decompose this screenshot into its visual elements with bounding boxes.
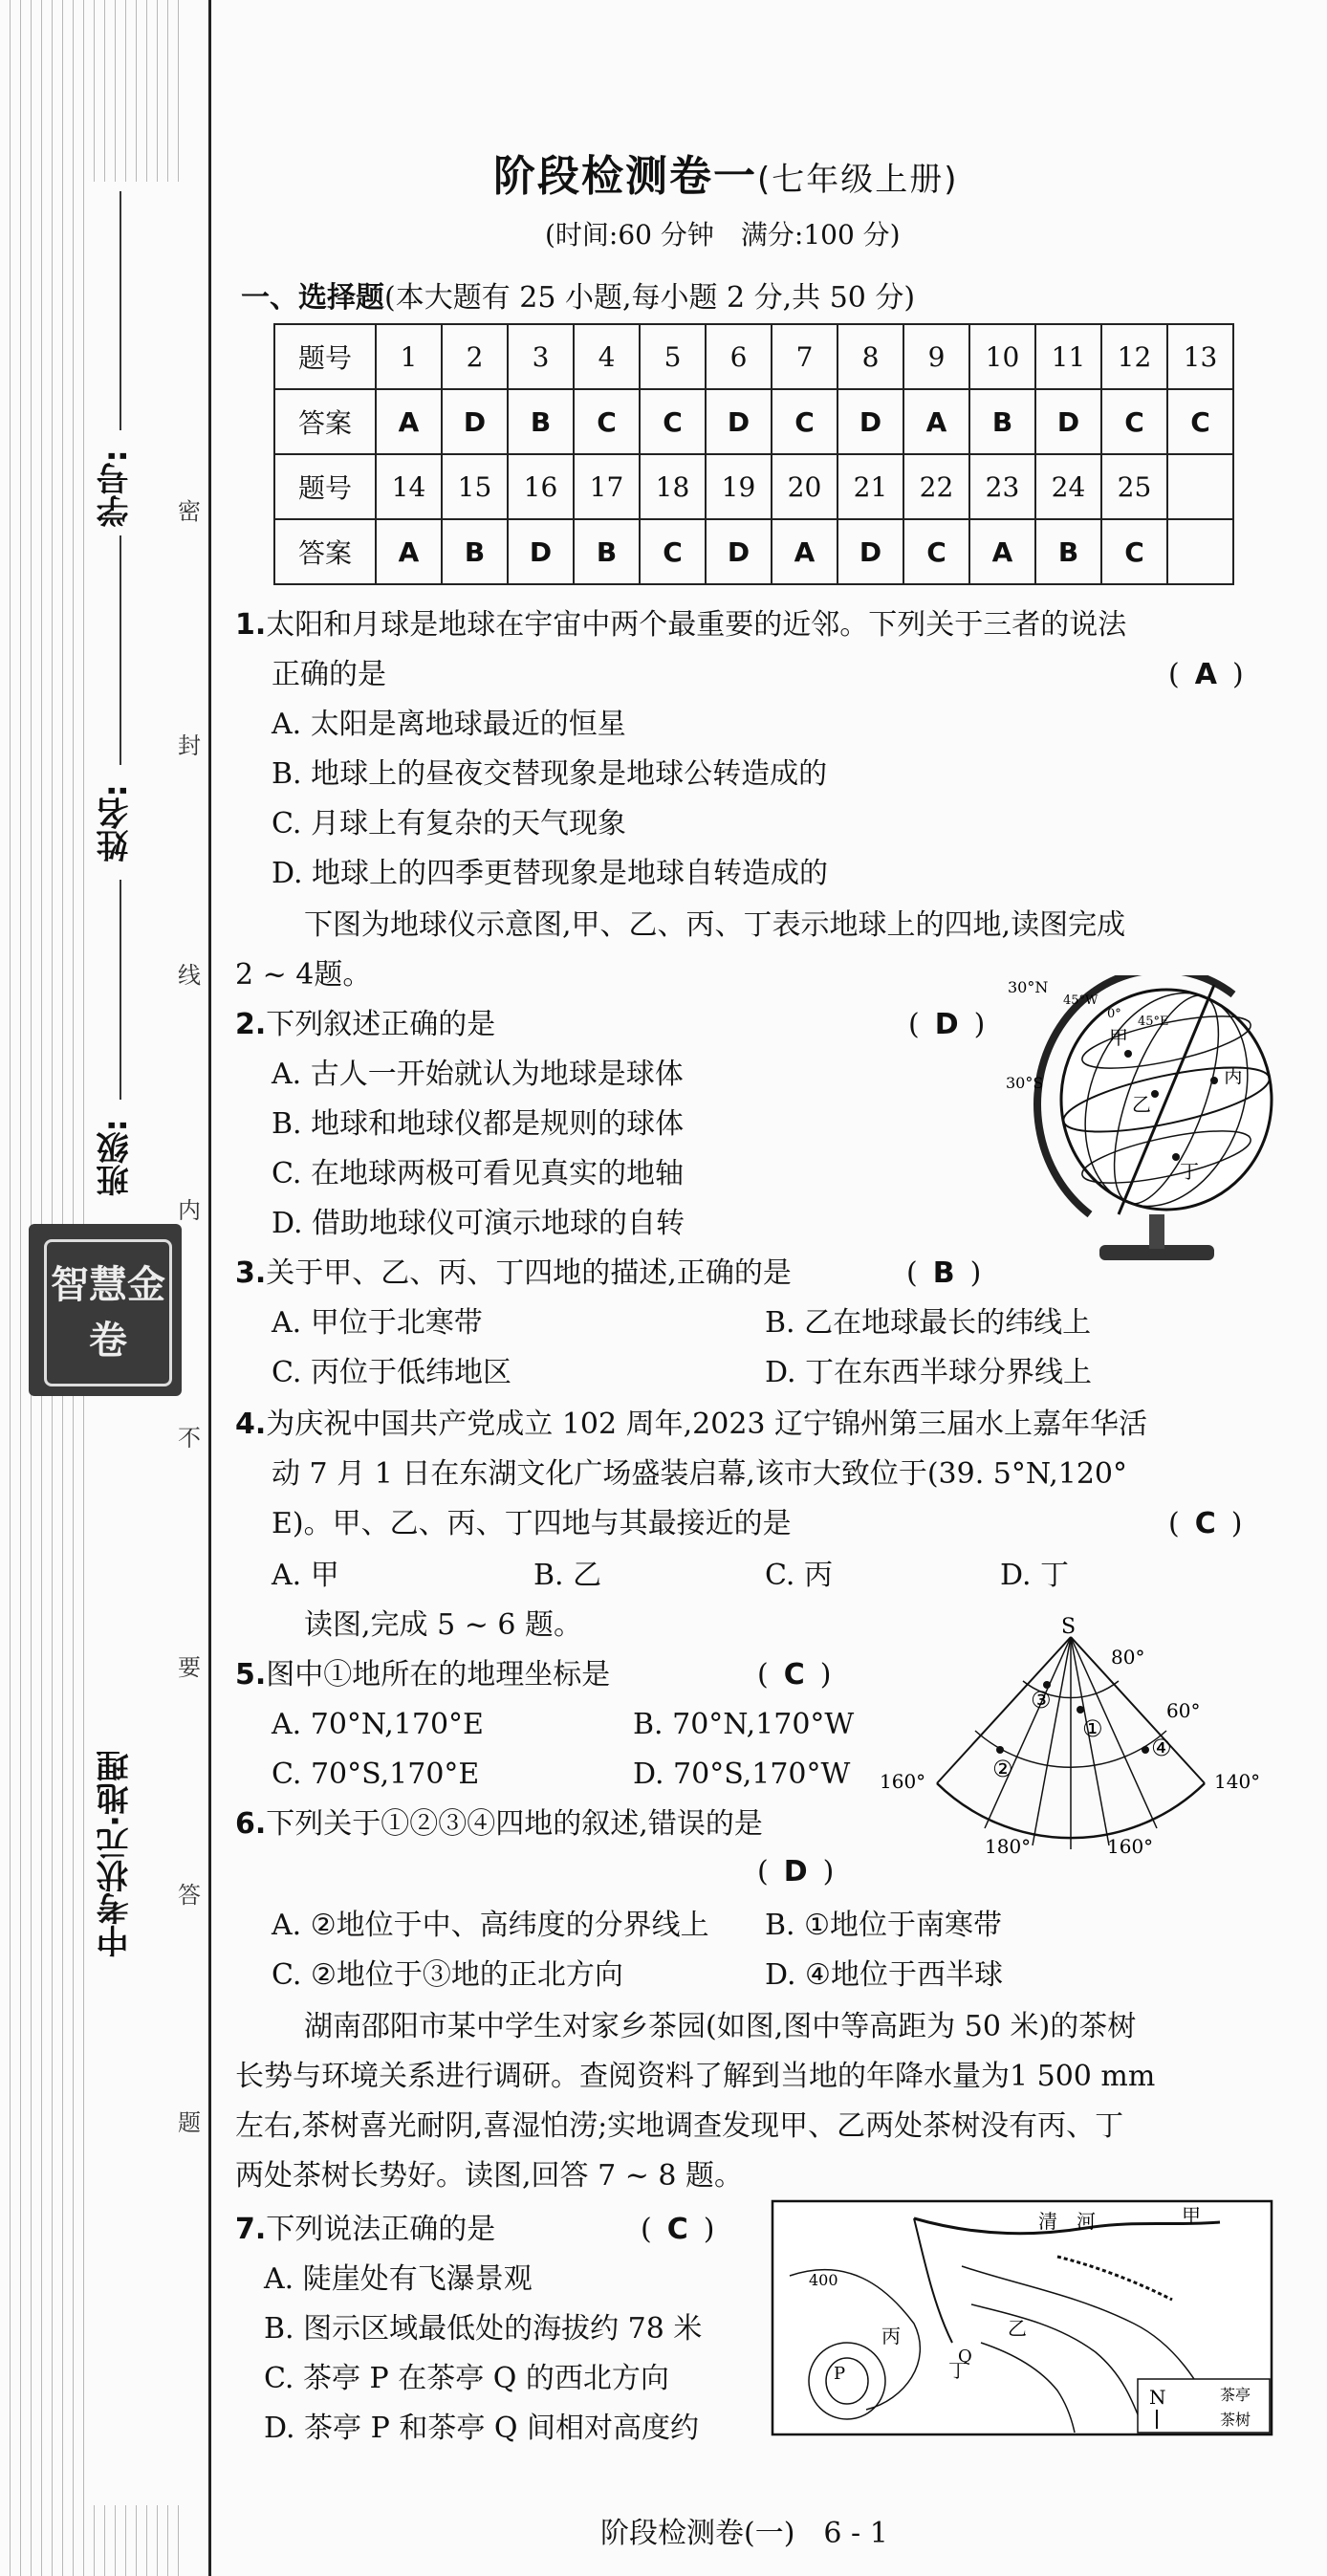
table-cell: A — [376, 389, 442, 454]
globe-stand — [1149, 1214, 1164, 1249]
question-1-answer: ( A ) — [1168, 658, 1244, 691]
table-cell: 15 — [442, 454, 508, 519]
brand-name: 中考状元·地理 — [97, 1750, 135, 1957]
table-header-cell: 题号 — [274, 454, 376, 519]
table-cell: 2 — [442, 324, 508, 389]
polar-point-1 — [1077, 1706, 1084, 1714]
table-cell: C — [574, 389, 640, 454]
question-2-option: A. 古人一开始就认为地球是球体 — [272, 1058, 684, 1091]
globe-label-lat-n: 30°N — [1008, 978, 1049, 996]
seal-char: 内 — [178, 1197, 201, 1224]
question-2-stem: 2.下列叙述正确的是 — [235, 1008, 496, 1041]
table-cell: 4 — [574, 324, 640, 389]
polar-label-p4: ④ — [1151, 1735, 1172, 1761]
table-row — [274, 454, 1233, 519]
intro-7-8-cont: 长势与环境关系进行调研。查阅资料了解到当地的年降水量为1 500 mm — [235, 2060, 1156, 2093]
table-cell: D — [706, 389, 772, 454]
globe-label-yi: 乙 — [1132, 1093, 1151, 1116]
table-header-cell: 题号 — [274, 324, 376, 389]
table-cell: D — [442, 389, 508, 454]
map-legend-tea-tree: 茶树 — [1220, 2411, 1251, 2429]
binding-edge-line — [208, 0, 211, 2576]
question-6-option: D. ④地位于西半球 — [765, 1958, 1003, 1992]
tea-garden-topo-map — [771, 2199, 1275, 2438]
map-legend-north: N — [1149, 2386, 1166, 2409]
seal-char: 密 — [178, 498, 201, 525]
question-4-option: B. 乙 — [533, 1559, 602, 1592]
table-cell: 9 — [903, 324, 969, 389]
table-cell: 3 — [508, 324, 574, 389]
question-7-answer: ( C ) — [641, 2213, 715, 2246]
seal-char: 封 — [178, 732, 201, 759]
question-3-option: B. 乙在地球最长的纬线上 — [765, 1306, 1092, 1340]
globe-label-bing: 丙 — [1224, 1064, 1243, 1087]
table-cell: D — [508, 519, 574, 584]
map-label-contour: 400 — [809, 2271, 838, 2289]
globe-point — [1210, 1077, 1218, 1084]
globe-point — [1124, 1050, 1132, 1058]
question-1-option: A. 太阳是离地球最近的恒星 — [272, 708, 626, 741]
table-cell: 11 — [1035, 324, 1101, 389]
table-cell: 12 — [1101, 324, 1167, 389]
globe-point — [1151, 1090, 1159, 1098]
table-cell: 22 — [903, 454, 969, 519]
globe-label-lon: 45°W — [1063, 993, 1099, 1008]
polar-label-lat60: 60° — [1166, 1699, 1201, 1722]
intro-2-4-cont: 2 ~ 4题。 — [235, 958, 372, 992]
question-6-answer: ( D ) — [757, 1855, 835, 1888]
brand-logo-text: 智慧金卷 — [44, 1239, 172, 1386]
table-cell: 19 — [706, 454, 772, 519]
question-5-answer: ( C ) — [757, 1658, 832, 1692]
question-4-option: D. 丁 — [1000, 1559, 1070, 1592]
polar-label-lon140: 140° — [1214, 1770, 1261, 1793]
question-5-stem: 5.图中①地所在的地理坐标是 — [235, 1658, 611, 1692]
answer-table — [273, 323, 1234, 585]
table-cell: D — [1035, 389, 1101, 454]
map-label-p: P — [834, 2364, 846, 2384]
table-cell: 21 — [838, 454, 903, 519]
question-7-option: B. 图示区域最低处的海拔约 78 米 — [264, 2312, 703, 2346]
table-cell: 13 — [1167, 324, 1233, 389]
table-cell: 20 — [772, 454, 838, 519]
table-cell: 24 — [1035, 454, 1101, 519]
seal-char: 线 — [178, 962, 201, 989]
question-5-option: B. 70°N,170°W — [633, 1708, 855, 1741]
question-3-option: D. 丁在东西半球分界线上 — [765, 1356, 1093, 1389]
name-blank — [120, 535, 121, 765]
table-cell: 17 — [574, 454, 640, 519]
table-cell: B — [574, 519, 640, 584]
question-7-stem: 7.下列说法正确的是 — [235, 2213, 496, 2246]
map-label-yi: 乙 — [1008, 2317, 1027, 2340]
intro-7-8-cont: 左右,茶树喜光耐阴,喜湿怕涝;实地调查发现甲、乙两处茶树没有丙、丁 — [235, 2109, 1124, 2143]
polar-label-lat80: 80° — [1111, 1646, 1145, 1669]
question-1-option: C. 月球上有复杂的天气现象 — [272, 807, 626, 840]
seal-char: 不 — [178, 1425, 201, 1452]
page-footer: 阶段检测卷(一) 6 - 1 — [600, 2517, 888, 2550]
seal-char: 题 — [178, 2109, 201, 2136]
question-4-option: A. 甲 — [272, 1559, 339, 1592]
intro-5-6: 读图,完成 5 ~ 6 题。 — [304, 1608, 582, 1642]
polar-label-lon160-left: 160° — [880, 1770, 926, 1793]
question-6-option: B. ①地位于南寒带 — [765, 1909, 1003, 1942]
map-label-ding: 丁 — [948, 2359, 968, 2382]
question-3-option: C. 丙位于低纬地区 — [272, 1356, 511, 1389]
seal-char: 答 — [178, 1882, 201, 1909]
question-2-option: D. 借助地球仪可演示地球的自转 — [272, 1207, 685, 1240]
table-row — [274, 519, 1233, 584]
table-cell: 6 — [706, 324, 772, 389]
name-label: 姓名: — [97, 784, 135, 862]
globe-label-ding: 丁 — [1180, 1160, 1199, 1183]
page-title: 阶段检测卷一(七年级上册) — [493, 152, 959, 201]
question-3-answer: ( B ) — [906, 1256, 982, 1290]
class-blank — [120, 880, 121, 1100]
map-label-bing: 丙 — [881, 2325, 901, 2347]
question-4-stem-cont: 动 7 月 1 日在东湖文化广场盛装启幕,该市大致位于(39. 5°N,120° — [272, 1457, 1128, 1491]
polar-meridian — [1033, 1637, 1071, 1845]
table-cell: C — [1167, 389, 1233, 454]
question-2-option: C. 在地球两极可看见真实的地轴 — [272, 1157, 684, 1190]
map-label-jia: 甲 — [1182, 2204, 1201, 2227]
table-cell: D — [706, 519, 772, 584]
table-cell: A — [772, 519, 838, 584]
table-cell: 1 — [376, 324, 442, 389]
question-4-stem: 4.为庆祝中国共产党成立 102 周年,2023 辽宁锦州第三届水上嘉年华活 — [235, 1408, 1148, 1441]
table-header-cell: 答案 — [274, 519, 376, 584]
table-cell: B — [969, 389, 1035, 454]
question-1-option: D. 地球上的四季更替现象是地球自转造成的 — [272, 857, 829, 890]
globe-label-lon: 45°E — [1138, 1015, 1169, 1029]
question-3-stem: 3.关于甲、乙、丙、丁四地的描述,正确的是 — [235, 1256, 792, 1290]
polar-label-lon160-right: 160° — [1107, 1835, 1154, 1858]
table-header-cell: 答案 — [274, 389, 376, 454]
globe-label-jia: 甲 — [1109, 1026, 1128, 1049]
table-cell: B — [442, 519, 508, 584]
question-1-stem-cont: 正确的是 — [272, 658, 386, 691]
table-cell: 7 — [772, 324, 838, 389]
question-5-option: C. 70°S,170°E — [272, 1757, 480, 1791]
table-row — [274, 389, 1233, 454]
table-cell: C — [1101, 389, 1167, 454]
map-label-river: 清 河 — [1038, 2210, 1096, 2233]
table-cell: 5 — [640, 324, 706, 389]
table-cell: C — [640, 389, 706, 454]
polar-label-p3: ③ — [1031, 1687, 1052, 1714]
table-cell: 8 — [838, 324, 903, 389]
question-7-option: D. 茶亭 P 和茶亭 Q 间相对高度约 — [264, 2412, 699, 2445]
question-5-option: A. 70°N,170°E — [272, 1708, 484, 1741]
question-6-stem: 6.下列关于①②③④四地的叙述,错误的是 — [235, 1807, 763, 1841]
student-id-label: 学号: — [97, 449, 135, 528]
question-6-option: A. ②地位于中、高纬度的分界线上 — [272, 1909, 709, 1942]
table-cell: 25 — [1101, 454, 1167, 519]
table-cell: A — [969, 519, 1035, 584]
exam-info: (时间:60 分钟 满分:100 分) — [545, 219, 901, 251]
globe-point — [1172, 1153, 1180, 1161]
globe-figure — [1004, 975, 1291, 1272]
intro-2-4: 下图为地球仪示意图,甲、乙、丙、丁表示地球上的四地,读图完成 — [304, 908, 1126, 942]
table-cell: C — [640, 519, 706, 584]
intro-7-8-cont: 两处茶树长势好。读图,回答 7 ~ 8 题。 — [235, 2159, 743, 2193]
polar-label-lon180: 180° — [985, 1835, 1032, 1858]
table-cell: 18 — [640, 454, 706, 519]
margin-blank — [84, 182, 182, 1262]
globe-label-lon: 0° — [1107, 1007, 1121, 1021]
polar-label-p1: ① — [1082, 1715, 1103, 1742]
table-cell: C — [903, 519, 969, 584]
polar-point-4 — [1142, 1746, 1149, 1754]
question-5-option: D. 70°S,170°W — [633, 1757, 851, 1791]
table-cell: C — [772, 389, 838, 454]
polar-label-pole: S — [1061, 1616, 1077, 1639]
question-1-option: B. 地球上的昼夜交替现象是地球公转造成的 — [272, 757, 828, 791]
question-1-stem: 1.太阳和月球是地球在宇宙中两个最重要的近邻。下列关于三者的说法 — [235, 608, 1127, 642]
table-cell — [1167, 519, 1233, 584]
question-2-answer: ( D ) — [908, 1008, 986, 1041]
globe-label-lat-s: 30°S — [1006, 1074, 1044, 1092]
table-cell — [1167, 454, 1233, 519]
question-7-option: A. 陡崖处有飞瀑景观 — [264, 2262, 533, 2296]
section-heading: 一、选择题(本大题有 25 小题,每小题 2 分,共 50 分) — [241, 281, 916, 315]
question-2-option: B. 地球和地球仪都是规则的球体 — [272, 1107, 685, 1141]
table-cell: A — [903, 389, 969, 454]
table-cell: D — [838, 389, 903, 454]
question-4-answer: ( C ) — [1168, 1507, 1243, 1540]
table-cell: 14 — [376, 454, 442, 519]
table-cell: A — [376, 519, 442, 584]
table-cell: D — [838, 519, 903, 584]
seal-char: 要 — [178, 1654, 201, 1681]
table-row — [274, 324, 1233, 389]
table-cell: B — [508, 389, 574, 454]
intro-7-8: 湖南邵阳市某中学生对家乡茶园(如图,图中等高距为 50 米)的茶树 — [304, 2010, 1137, 2043]
class-label: 班级: — [97, 1119, 135, 1197]
question-4-option: C. 丙 — [765, 1559, 833, 1592]
polar-label-p2: ② — [992, 1756, 1013, 1782]
table-cell: 16 — [508, 454, 574, 519]
student-id-blank — [120, 191, 121, 430]
map-legend-tea-pavilion: 茶亭 — [1220, 2386, 1251, 2404]
question-7-option: C. 茶亭 P 在茶亭 Q 的西北方向 — [264, 2362, 669, 2395]
table-cell: 10 — [969, 324, 1035, 389]
table-cell: 23 — [969, 454, 1035, 519]
question-6-option: C. ②地位于③地的正北方向 — [272, 1958, 623, 1992]
polar-meridian — [985, 1637, 1071, 1828]
map-label-q: Q — [958, 2347, 972, 2367]
table-cell: B — [1035, 519, 1101, 584]
polar-projection-figure — [880, 1616, 1281, 1884]
polar-point-2 — [996, 1746, 1004, 1754]
table-cell: C — [1101, 519, 1167, 584]
question-4-stem-cont: E)。甲、乙、丙、丁四地与其最接近的是 — [272, 1507, 792, 1540]
question-3-option: A. 甲位于北寒带 — [272, 1306, 483, 1340]
